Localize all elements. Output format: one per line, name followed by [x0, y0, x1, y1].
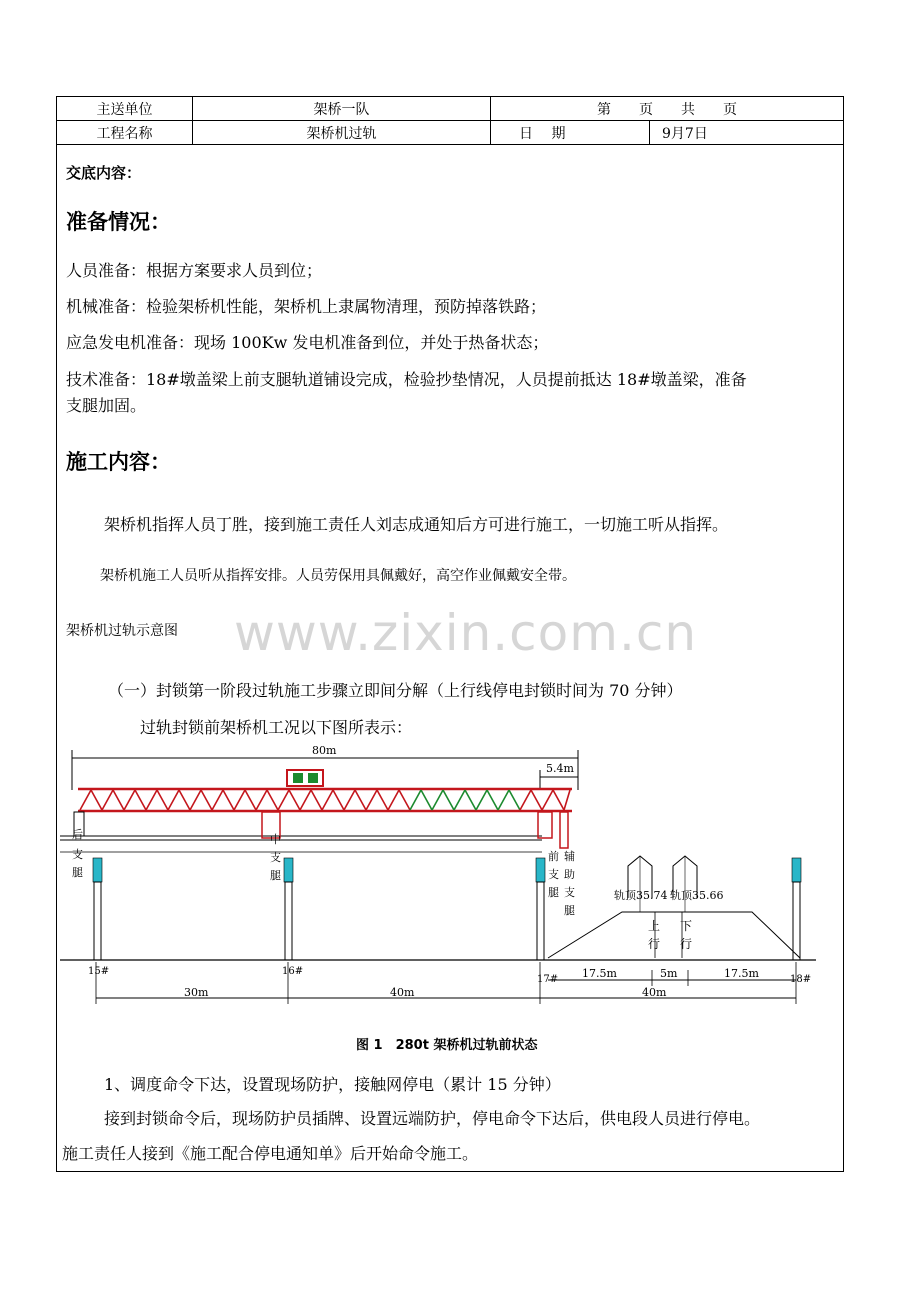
truss-web-member: [542, 790, 553, 810]
up-line-char-1: 上: [648, 919, 661, 933]
rail-top-label-2: 轨顶35.66: [670, 889, 724, 902]
rear-leg-char-2: 支: [72, 848, 83, 861]
front-leg-char-1: 前: [548, 850, 559, 863]
dim-175a-label: 17.5m: [582, 967, 617, 980]
dim-40b-label: 40m: [642, 986, 667, 999]
rear-leg-char-1: 后: [72, 828, 83, 841]
truss-web-member: [410, 790, 421, 810]
truss-web-member: [102, 790, 113, 810]
dim-total-label: 80m: [312, 744, 337, 757]
truss-web-member: [190, 790, 201, 810]
pier-17-label: 17#: [537, 974, 559, 985]
sender-value: 架桥一队: [193, 97, 491, 121]
intro-label: 交底内容：: [66, 164, 142, 182]
aux-leg-char-4: 腿: [564, 904, 575, 917]
truss-web-member: [520, 790, 531, 810]
command-paragraph: 架桥机指挥人员丁胜，接到施工责任人刘志成通知后方可进行施工，一切施工听从指挥。: [104, 515, 729, 534]
step1-title: 1、调度命令下达，设置现场防护，接触网停电（累计 15 分钟）: [104, 1075, 561, 1094]
truss-web-member: [135, 790, 146, 810]
truss-web-member: [333, 790, 344, 810]
front-leg-frame: [538, 812, 552, 838]
pier-16-label: 16#: [282, 966, 304, 977]
mid-leg-char-2: 支: [270, 851, 281, 864]
dim-30-label: 30m: [184, 986, 209, 999]
truss-web-member: [146, 790, 157, 810]
down-line-char-1: 下: [680, 919, 693, 933]
truss-web-member: [289, 790, 300, 810]
truss-web-member: [267, 790, 278, 810]
aux-leg-char-2: 助: [564, 868, 575, 881]
pier-18-column: [793, 882, 800, 960]
step-phase-title: （一）封锁第一阶段过轨施工步骤立即间分解（上行线停电封锁时间为 70 分钟）: [108, 681, 683, 700]
rail-top-label-1: 轨顶35.74: [614, 889, 668, 902]
truss-web-member: [344, 790, 355, 810]
aux-leg-char-1: 辅: [564, 850, 575, 863]
truss-web-member: [245, 790, 256, 810]
diagram-label: 架桥机过轨示意图: [66, 623, 178, 639]
truss-web-member: [366, 790, 377, 810]
prep-personnel: 人员准备：根据方案要求人员到位；: [66, 261, 323, 280]
truss-web-member: [80, 790, 91, 810]
dim-5-label: 5m: [660, 967, 678, 980]
aux-leg-frame: [560, 812, 568, 848]
step1-line2: 施工责任人接到《施工配合停电通知单》后开始命令施工。: [62, 1144, 479, 1163]
truss-web-member: [234, 790, 245, 810]
truss-web-member: [157, 790, 168, 810]
truss-web-member: [465, 790, 476, 810]
page-count: 第 页 共 页: [491, 97, 844, 121]
front-leg-char-3: 腿: [548, 886, 559, 899]
trolley-winch-right: [308, 773, 318, 783]
pier-15-column: [94, 882, 101, 960]
pier-18-label: 18#: [790, 974, 812, 985]
project-label: 工程名称: [57, 121, 193, 145]
dim-40a-label: 40m: [390, 986, 415, 999]
pier-15-label: 15#: [88, 966, 110, 977]
mid-leg-char-1: 中: [270, 833, 281, 846]
front-leg-label: [548, 849, 559, 899]
truss-web-member: [124, 790, 135, 810]
truss-web-member: [443, 790, 454, 810]
truss-web-member: [531, 790, 542, 810]
trolley-winch-left: [293, 773, 303, 783]
truss-web-member: [201, 790, 212, 810]
date-label: 日 期: [491, 121, 650, 145]
truss-web-member: [553, 790, 564, 810]
step-phase-intro: 过轨封锁前架桥机工况以下图所表示：: [140, 718, 413, 737]
truss-web-member: [388, 790, 399, 810]
pier-16-cap: [284, 858, 293, 882]
truss-web-member: [509, 790, 520, 810]
truss-web-member: [278, 790, 289, 810]
up-line-char-2: 行: [648, 937, 661, 951]
watermark: www.zixin.com.cn: [234, 604, 698, 662]
prep-technical: 技术准备：18#墩盖梁上前支腿轨道铺设完成，检验抄垫情况，人员提前抵达 18#墩盖梁，准备: [66, 370, 747, 389]
rear-leg-label: [72, 828, 83, 879]
truss-web-member: [487, 790, 498, 810]
down-line-char-2: 行: [680, 937, 693, 951]
truss-web-member: [564, 790, 570, 810]
truss-web-member: [113, 790, 124, 810]
truss-web-member: [421, 790, 432, 810]
mid-leg-char-3: 腿: [270, 869, 281, 882]
truss-web-member: [322, 790, 333, 810]
pier-16: [284, 858, 293, 960]
truss-web-member: [179, 790, 190, 810]
pier-18-cap: [792, 858, 801, 882]
truss-web-member: [377, 790, 388, 810]
truss-web-member: [399, 790, 410, 810]
truss-web-member: [498, 790, 509, 810]
truss-web-member: [300, 790, 311, 810]
mid-leg-label: [270, 832, 281, 882]
pier-18: [792, 858, 801, 960]
pier-17-cap: [536, 858, 545, 882]
truss-web-member: [355, 790, 366, 810]
pier-16-column: [285, 882, 292, 960]
prep-technical-cont: 支腿加固。: [66, 396, 147, 415]
pier-17: [536, 858, 545, 960]
rear-leg-char-3: 腿: [72, 866, 83, 879]
prep-machinery: 机械准备：检验架桥机性能，架桥机上隶属物清理，预防掉落铁路；: [66, 297, 547, 316]
truss-web: [80, 790, 570, 810]
truss-web-member: [432, 790, 443, 810]
aux-leg-label: [564, 849, 575, 917]
step1-line1: 接到封锁命令后，现场防护员插牌、设置远端防护，停电命令下达后，供电段人员进行停电。: [104, 1109, 761, 1128]
section-title-construction: 施工内容：: [66, 450, 171, 474]
project-value: 架桥机过轨: [193, 121, 491, 145]
truss-web-member: [256, 790, 267, 810]
railway-embankment: [548, 912, 800, 958]
truss-web-member: [91, 790, 102, 810]
prep-generator: 应急发电机准备：现场 100Kw 发电机准备到位，并处于热备状态；: [66, 333, 549, 352]
truss-web-member: [212, 790, 223, 810]
aux-leg-char-3: 支: [564, 886, 575, 899]
pier-15: [93, 858, 102, 960]
sender-label: 主送单位: [57, 97, 193, 121]
section-title-preparation: 准备情况：: [66, 210, 171, 234]
truss-web-member: [454, 790, 465, 810]
truss-web-member: [168, 790, 179, 810]
safety-paragraph: 架桥机施工人员听从指挥安排。人员劳保用具佩戴好，高空作业佩戴安全带。: [100, 568, 576, 584]
dim-right-label: 5.4m: [546, 762, 574, 775]
truss-web-member: [311, 790, 322, 810]
dim-175b-label: 17.5m: [724, 967, 759, 980]
figure-caption: 图 1 280t 架桥机过轨前状态: [356, 1038, 538, 1053]
truss-web-member: [223, 790, 234, 810]
truss-web-member: [476, 790, 487, 810]
front-leg-char-2: 支: [548, 868, 559, 881]
pier-15-cap: [93, 858, 102, 882]
pier-17-column: [537, 882, 544, 960]
date-value: 9月7日: [650, 121, 844, 145]
